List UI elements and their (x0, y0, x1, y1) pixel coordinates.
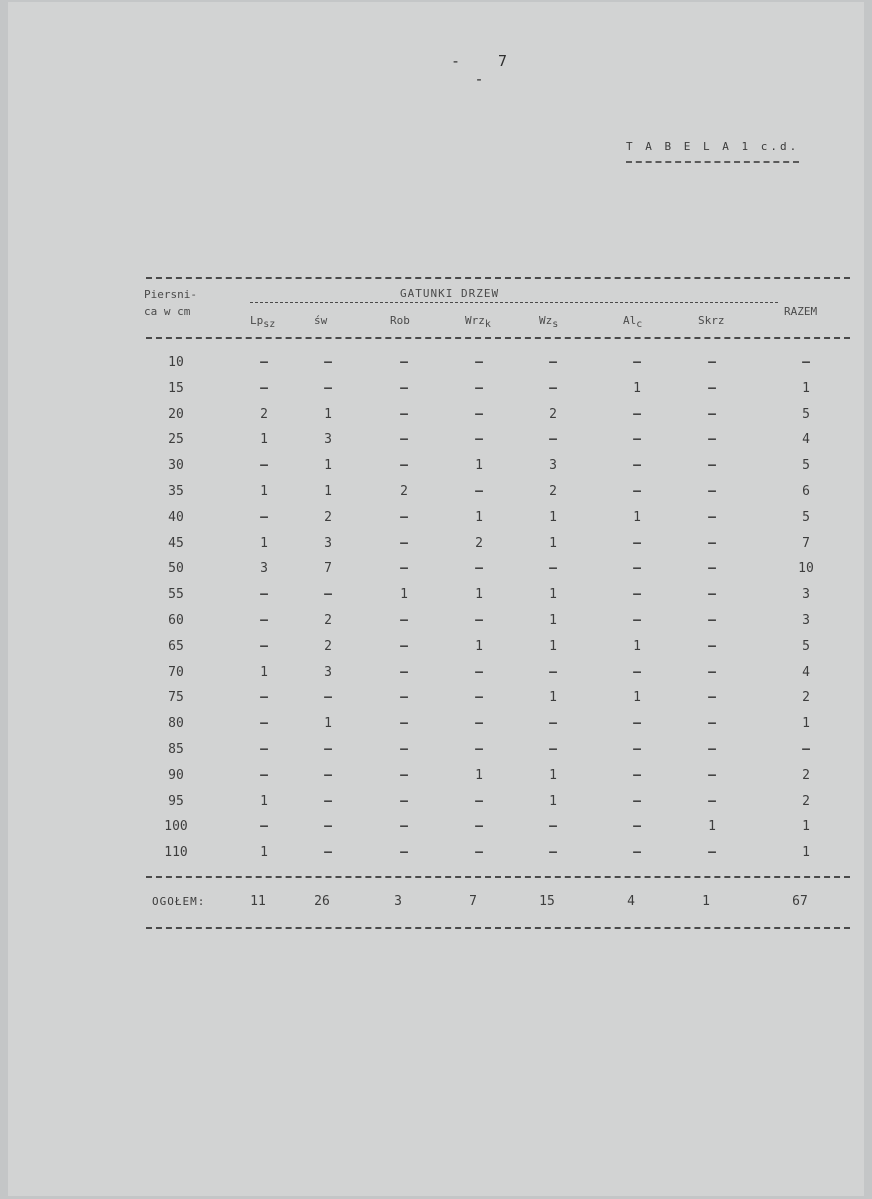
count-cell: – (549, 432, 557, 447)
diameter-cell: 60 (168, 613, 184, 628)
count-cell: – (260, 742, 268, 757)
table-caption: T A B E L A 1 c.d. (626, 140, 799, 163)
species-header-subscript: sz (263, 319, 276, 330)
page-number-dash-left: - (450, 52, 462, 70)
count-cell: 2 (324, 613, 332, 628)
species-group-rule (250, 302, 778, 303)
count-cell: – (633, 768, 641, 783)
count-cell: – (475, 845, 483, 860)
count-cell: 2 (400, 484, 408, 499)
row-total-cell: 7 (802, 536, 810, 551)
totals-label: OGOŁEM: (152, 895, 206, 908)
count-cell: – (708, 742, 716, 757)
species-header-name: Lp (250, 314, 264, 327)
diameter-cell: 30 (168, 458, 184, 473)
row-total-cell: 5 (802, 407, 810, 422)
count-cell: – (400, 458, 408, 473)
count-cell: – (260, 587, 268, 602)
count-cell: – (708, 613, 716, 628)
count-cell: 1 (475, 768, 483, 783)
count-cell: – (475, 432, 483, 447)
species-header-rob (390, 314, 410, 327)
row-total-cell: 2 (802, 768, 810, 783)
count-cell: – (549, 381, 557, 396)
count-cell: – (400, 690, 408, 705)
diameter-cell: 25 (168, 432, 184, 447)
count-cell: 1 (633, 510, 641, 525)
row-total-cell: 2 (802, 794, 810, 809)
count-cell: – (633, 587, 641, 602)
count-cell: – (400, 613, 408, 628)
grand-total-cell: 67 (792, 894, 808, 909)
species-total-cell: 7 (469, 894, 477, 909)
count-cell: 1 (549, 794, 557, 809)
row-total-cell: 10 (798, 561, 814, 576)
count-cell: – (549, 665, 557, 680)
count-cell: – (260, 355, 268, 370)
row-total-cell: 6 (802, 484, 810, 499)
count-cell: – (324, 381, 332, 396)
species-total-cell: 4 (627, 894, 635, 909)
count-cell: – (549, 355, 557, 370)
count-cell: 1 (708, 819, 716, 834)
count-cell: – (549, 716, 557, 731)
count-cell: – (260, 381, 268, 396)
count-cell: – (324, 819, 332, 834)
count-cell: – (260, 639, 268, 654)
count-cell: – (708, 768, 716, 783)
species-group-title: GATUNKI DRZEW (400, 287, 500, 300)
count-cell: – (708, 510, 716, 525)
count-cell: – (260, 768, 268, 783)
count-cell: 3 (324, 665, 332, 680)
count-cell: – (708, 561, 716, 576)
count-cell: – (475, 407, 483, 422)
row-total-cell: – (802, 355, 810, 370)
row-total-cell: 4 (802, 665, 810, 680)
count-cell: – (549, 845, 557, 860)
count-cell: – (549, 742, 557, 757)
count-cell: 1 (633, 639, 641, 654)
row-total-cell: 2 (802, 690, 810, 705)
document-page (8, 2, 864, 1196)
diameter-cell: 40 (168, 510, 184, 525)
row-total-cell: 1 (802, 716, 810, 731)
diameter-cell: 35 (168, 484, 184, 499)
count-cell: 1 (475, 458, 483, 473)
count-cell: – (260, 690, 268, 705)
row-total-cell: 5 (802, 639, 810, 654)
count-cell: – (708, 458, 716, 473)
row-total-cell: 1 (802, 381, 810, 396)
diameter-column-header (144, 286, 197, 320)
count-cell: – (260, 458, 268, 473)
count-cell: 3 (324, 432, 332, 447)
table-bottom-rule (146, 927, 850, 929)
count-cell: – (633, 432, 641, 447)
count-cell: – (400, 768, 408, 783)
diameter-cell: 90 (168, 768, 184, 783)
count-cell: – (633, 561, 641, 576)
count-cell: – (324, 355, 332, 370)
count-cell: – (708, 484, 716, 499)
row-total-cell: 5 (802, 510, 810, 525)
count-cell: – (708, 587, 716, 602)
diameter-cell: 20 (168, 407, 184, 422)
header-bottom-rule (146, 337, 850, 339)
count-cell: 2 (475, 536, 483, 551)
species-total-cell: 15 (539, 894, 555, 909)
count-cell: – (475, 613, 483, 628)
count-cell: – (260, 716, 268, 731)
count-cell: 7 (324, 561, 332, 576)
count-cell: – (475, 716, 483, 731)
count-cell: 1 (549, 613, 557, 628)
species-total-cell: 11 (250, 894, 266, 909)
count-cell: – (475, 355, 483, 370)
page-number-value: 7 (498, 52, 510, 70)
count-cell: – (260, 510, 268, 525)
count-cell: – (708, 716, 716, 731)
count-cell: – (633, 665, 641, 680)
count-cell: – (633, 613, 641, 628)
count-cell: – (400, 819, 408, 834)
species-header-name: Skrz (698, 314, 725, 327)
count-cell: 2 (324, 639, 332, 654)
count-cell: – (708, 665, 716, 680)
count-cell: – (708, 355, 716, 370)
count-cell: 3 (260, 561, 268, 576)
count-cell: – (549, 819, 557, 834)
count-cell: 3 (549, 458, 557, 473)
count-cell: 1 (475, 587, 483, 602)
count-cell: – (400, 510, 408, 525)
count-cell: – (633, 742, 641, 757)
species-header-subscript: s (552, 319, 559, 330)
row-total-cell: 1 (802, 845, 810, 860)
count-cell: 1 (633, 690, 641, 705)
diameter-cell: 15 (168, 381, 184, 396)
count-cell: – (633, 484, 641, 499)
count-cell: 2 (549, 484, 557, 499)
row-total-cell: 3 (802, 613, 810, 628)
count-cell: – (708, 794, 716, 809)
count-cell: 1 (549, 639, 557, 654)
species-header-św (314, 314, 327, 327)
count-cell: – (400, 665, 408, 680)
count-cell: – (475, 561, 483, 576)
count-cell: – (475, 690, 483, 705)
diameter-cell: 80 (168, 716, 184, 731)
page-number-dash-right: - (474, 70, 486, 88)
diameter-cell: 10 (168, 355, 184, 370)
count-cell: 1 (260, 845, 268, 860)
count-cell: – (633, 407, 641, 422)
count-cell: – (708, 432, 716, 447)
diameter-cell: 100 (164, 819, 188, 834)
count-cell: 1 (549, 587, 557, 602)
row-total-cell: 1 (802, 819, 810, 834)
count-cell: – (400, 407, 408, 422)
count-cell: 1 (400, 587, 408, 602)
row-total-cell: – (802, 742, 810, 757)
count-cell: – (260, 819, 268, 834)
count-cell: 1 (549, 768, 557, 783)
count-cell: 1 (324, 407, 332, 422)
count-cell: – (708, 845, 716, 860)
count-cell: 1 (324, 458, 332, 473)
diameter-cell: 95 (168, 794, 184, 809)
count-cell: 1 (324, 484, 332, 499)
count-cell: 1 (260, 665, 268, 680)
count-cell: 1 (260, 794, 268, 809)
count-cell: 2 (549, 407, 557, 422)
count-cell: – (400, 355, 408, 370)
count-cell: – (400, 432, 408, 447)
table-top-rule (146, 277, 850, 279)
species-header-subscript: k (484, 319, 491, 330)
diameter-cell: 110 (164, 845, 188, 860)
count-cell: – (475, 484, 483, 499)
count-cell: 1 (633, 381, 641, 396)
count-cell: – (324, 794, 332, 809)
count-cell: – (475, 742, 483, 757)
species-header-name: Wrz (465, 314, 485, 327)
count-cell: 2 (260, 407, 268, 422)
count-cell: 1 (475, 639, 483, 654)
count-cell: – (400, 716, 408, 731)
diameter-header-line1: Piersni- (144, 288, 197, 301)
species-header-name: Rob (390, 314, 410, 327)
count-cell: 1 (260, 536, 268, 551)
count-cell: – (708, 639, 716, 654)
row-total-cell: 5 (802, 458, 810, 473)
count-cell: – (633, 716, 641, 731)
diameter-cell: 55 (168, 587, 184, 602)
count-cell: – (633, 355, 641, 370)
page-number (410, 52, 550, 88)
row-total-cell: 4 (802, 432, 810, 447)
species-total-cell: 1 (702, 894, 710, 909)
count-cell: 1 (475, 510, 483, 525)
count-cell: 1 (549, 690, 557, 705)
count-cell: – (633, 819, 641, 834)
count-cell: – (708, 381, 716, 396)
species-header-wrz (465, 314, 491, 330)
count-cell: – (324, 690, 332, 705)
diameter-cell: 85 (168, 742, 184, 757)
count-cell: 3 (324, 536, 332, 551)
diameter-cell: 75 (168, 690, 184, 705)
species-header-lp (250, 314, 276, 330)
count-cell: – (475, 381, 483, 396)
count-cell: 1 (260, 432, 268, 447)
count-cell: – (324, 742, 332, 757)
count-cell: – (475, 665, 483, 680)
count-cell: 1 (324, 716, 332, 731)
count-cell: – (549, 561, 557, 576)
species-header-wz (539, 314, 559, 330)
species-header-name: Wz (539, 314, 553, 327)
count-cell: 1 (549, 510, 557, 525)
count-cell: – (633, 458, 641, 473)
count-cell: – (708, 690, 716, 705)
count-cell: – (400, 536, 408, 551)
species-header-name: Al (623, 314, 637, 327)
diameter-cell: 50 (168, 561, 184, 576)
count-cell: 1 (260, 484, 268, 499)
diameter-cell: 65 (168, 639, 184, 654)
species-total-cell: 3 (394, 894, 402, 909)
diameter-cell: 70 (168, 665, 184, 680)
count-cell: – (400, 639, 408, 654)
species-header-al (623, 314, 643, 330)
count-cell: – (475, 819, 483, 834)
count-cell: – (324, 845, 332, 860)
diameter-header-line2: ca w cm (144, 305, 191, 318)
count-cell: – (324, 768, 332, 783)
count-cell: – (708, 407, 716, 422)
count-cell: – (708, 536, 716, 551)
species-header-skrz (698, 314, 725, 327)
count-cell: – (633, 536, 641, 551)
count-cell: – (260, 613, 268, 628)
diameter-cell: 45 (168, 536, 184, 551)
totals-top-rule (146, 876, 850, 878)
total-column-header: RAZEM (784, 305, 818, 318)
species-total-cell: 26 (314, 894, 330, 909)
count-cell: – (475, 794, 483, 809)
row-total-cell: 3 (802, 587, 810, 602)
count-cell: – (400, 742, 408, 757)
species-header-subscript: c (636, 319, 643, 330)
count-cell: – (400, 561, 408, 576)
count-cell: – (633, 794, 641, 809)
species-header-name: św (314, 314, 328, 327)
count-cell: – (633, 845, 641, 860)
count-cell: – (400, 845, 408, 860)
count-cell: – (324, 587, 332, 602)
count-cell: – (400, 381, 408, 396)
count-cell: – (400, 794, 408, 809)
count-cell: 1 (549, 536, 557, 551)
count-cell: 2 (324, 510, 332, 525)
